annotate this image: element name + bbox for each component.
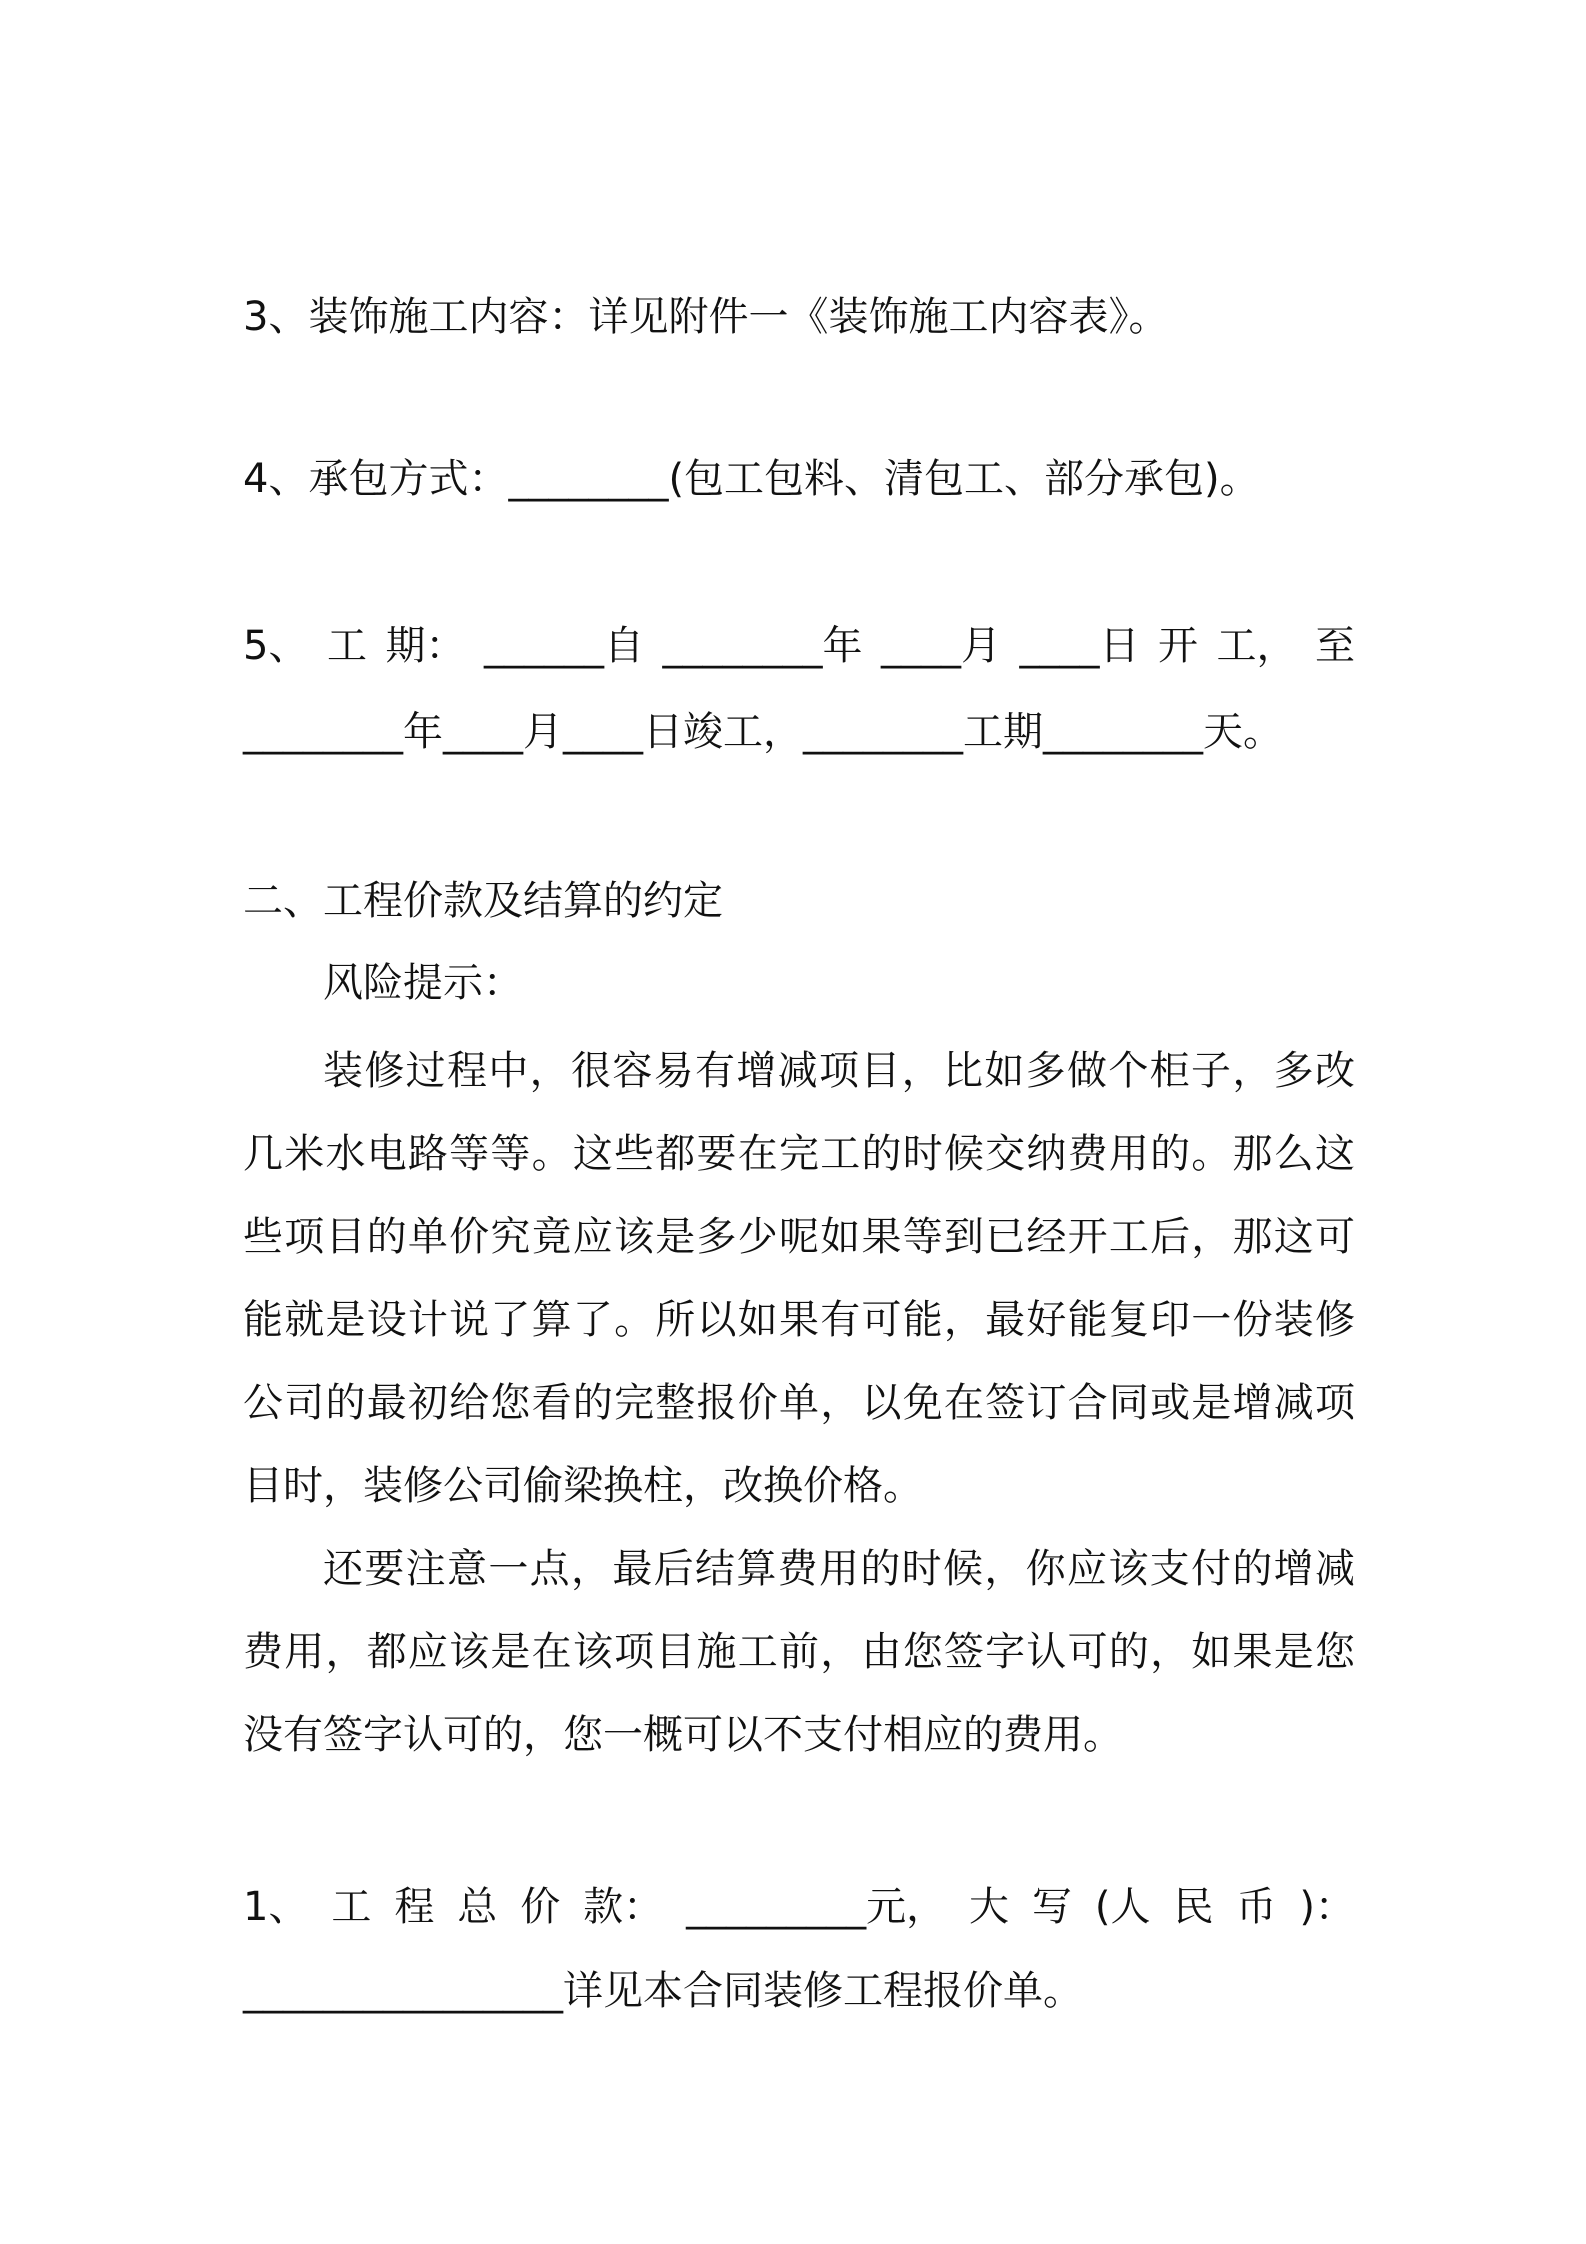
risk-label: 风险提示：	[323, 960, 523, 1006]
item-5-part: 工	[326, 623, 367, 669]
price-part: 价	[520, 1884, 561, 1930]
item-5-part: ____月	[880, 623, 1001, 669]
item-5-part: ________年	[662, 623, 863, 669]
price-part: 大	[969, 1884, 1010, 1930]
price-part: 民	[1173, 1884, 1214, 1930]
price-part: 工	[331, 1884, 372, 1930]
item-5-line-2: ________年____月____日竣工，________工期________天。	[243, 709, 1283, 755]
price-line-1	[243, 1879, 1355, 1935]
item-4: 4、承包方式：________(包工包料、清包工、部分承包)。	[243, 456, 1260, 502]
item-5-part: 开	[1157, 623, 1198, 669]
section-2-heading: 二、工程价款及结算的约定	[243, 878, 723, 924]
price-part: 币	[1236, 1884, 1277, 1930]
price-part: 程	[394, 1884, 435, 1930]
risk-paragraph-1: 装修过程中，很容易有增减项目，比如多做个柜子，多改几米水电路等等。这些都要在完工的时候交纳费用的。那么这些项目的单价究竟应该是多少呢如果等到已经开工后，那这可能就是设计说了算了。所以如果有可能，最好能复印一份装修公司的最初给您看的完整报价单，以免在签订合同或是增减项目时，装修公司偷梁换柱，改换价格。	[243, 1048, 1355, 1509]
item-5-line-1	[243, 618, 1355, 674]
price-part: 总	[457, 1884, 498, 1930]
risk-paragraph-2: 还要注意一点，最后结算费用的时候，你应该支付的增减费用，都应该是在该项目施工前，由您签字认可的，如果是您没有签字认可的，您一概可以不支付相应的费用。	[243, 1546, 1355, 1758]
item-3: 3、装饰施工内容：详见附件一《装饰施工内容表》。	[243, 294, 1169, 340]
item-5-part: 期：	[385, 623, 466, 669]
price-part: 写	[1031, 1884, 1072, 1930]
price-part: 1、	[243, 1884, 309, 1930]
price-line-2: ________________详见本合同装修工程报价单。	[243, 1968, 1083, 2014]
price-part: _________元，	[686, 1884, 947, 1930]
price-part: )：	[1299, 1884, 1355, 1930]
item-5-part: 工，	[1216, 623, 1297, 669]
price-part: 款：	[583, 1884, 664, 1930]
item-5-part: 5、	[243, 623, 309, 669]
item-5-part: ______自	[483, 623, 644, 669]
price-part: (人	[1094, 1884, 1151, 1930]
item-5-part: 至	[1314, 623, 1355, 669]
item-5-part: ____日	[1019, 623, 1140, 669]
